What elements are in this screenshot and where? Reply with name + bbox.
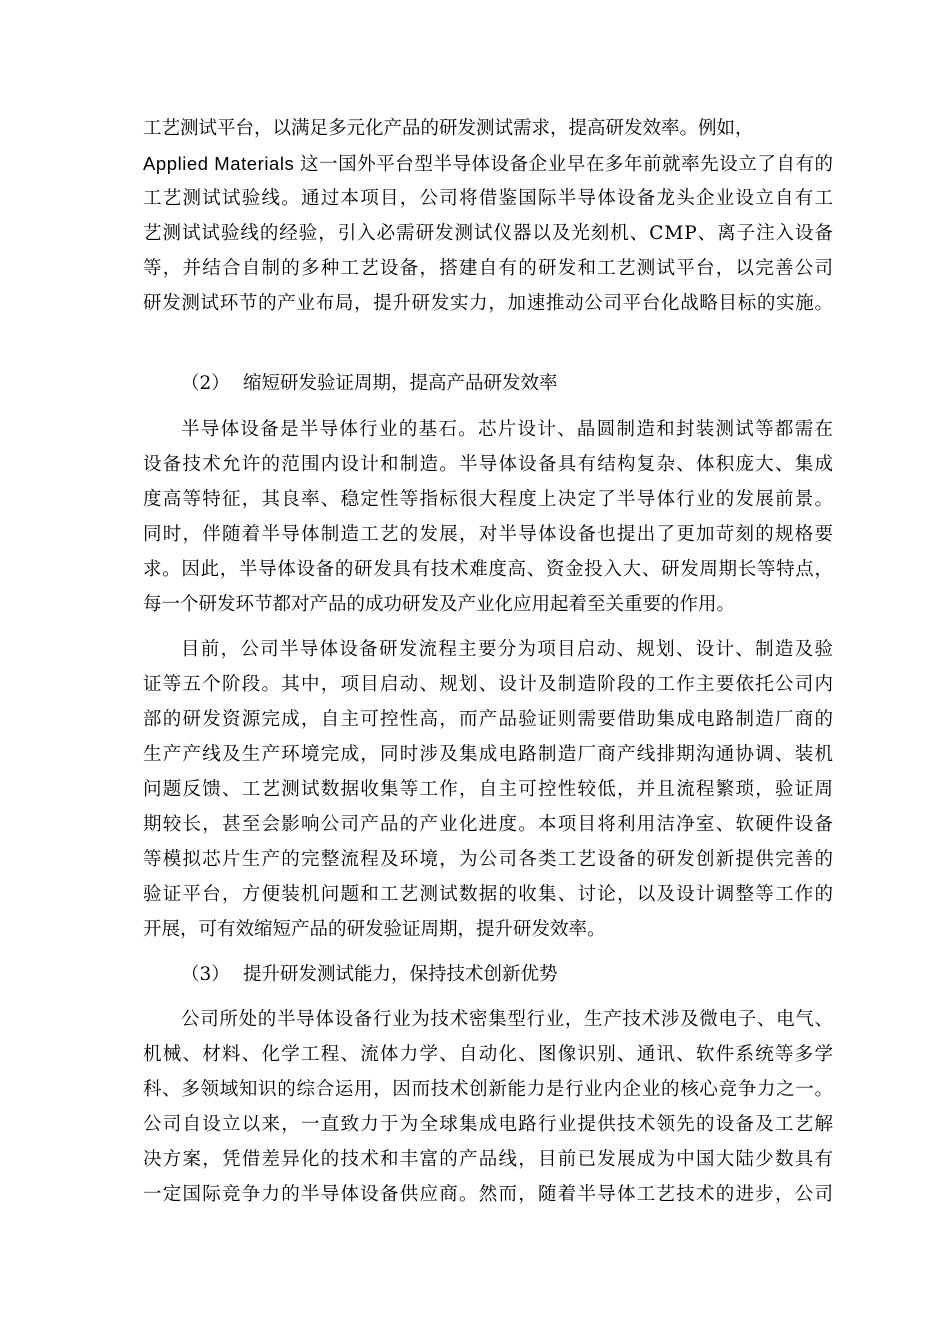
paragraph-line: 设备技术允许的范围内设计和制造。半导体设备具有结构复杂、体积庞大、集成	[143, 454, 835, 475]
paragraph-line: 部的研发资源完成，自主可控性高，而产品验证则需要借助集成电路制造厂商的	[143, 709, 835, 730]
paragraph-line: 同时，伴随着半导体制造工艺的发展，对半导体设备也提出了更加苛刻的规格要	[143, 524, 835, 545]
section-title: 缩短研发验证周期，提高产品研发效率	[243, 373, 558, 394]
section-number: （3）	[181, 964, 230, 985]
section-number: （2）	[181, 373, 230, 394]
paragraph-line: 开展，可有效缩短产品的研发验证周期，提升研发效率。	[143, 919, 606, 940]
paragraph-line: 等，并结合自制的多种工艺设备，搭建自有的研发和工艺测试平台，以完善公司	[143, 258, 835, 279]
paragraph-line: 期较长，甚至会影响公司产品的产业化进度。本项目将利用洁净室、软硬件设备	[143, 814, 835, 835]
paragraph-line: 一定国际竞争力的半导体设备供应商。然而，随着半导体工艺技术的进步，公司	[143, 1184, 835, 1205]
paragraph-line: 公司所处的半导体设备行业为技术密集型行业，生产技术涉及微电子、电气、	[181, 1009, 834, 1030]
paragraph-line: 决方案，凭借差异化的技术和丰富的产品线，目前已发展成为中国大陆少数具有	[143, 1149, 835, 1170]
paragraph-line: 验证平台，方便装机问题和工艺测试数据的收集、讨论，以及设计调整等工作的	[143, 884, 835, 905]
section-heading-2	[181, 372, 558, 396]
paragraph-line: 研发测试环节的产业布局，提升研发实力，加速推动公司平台化战略目标的实施。	[143, 293, 834, 314]
paragraph-line: 度高等特征，其良率、稳定性等指标很大程度上决定了半导体行业的发展前景。	[143, 489, 835, 510]
section-heading-3	[181, 963, 558, 987]
paragraph-line: Applied Materials 这一国外平台型半导体设备企业早在多年前就率先设立了自有的	[143, 153, 834, 174]
paragraph-line: 证等五个阶段。其中，项目启动、规划、设计及制造阶段的工作主要依托公司内	[143, 674, 835, 695]
paragraph-line: 机械、材料、化学工程、流体力学、自动化、图像识别、通讯、软件系统等多学	[143, 1044, 835, 1065]
paragraph-line: 等模拟芯片生产的完整流程及环境，为公司各类工艺设备的研发创新提供完善的	[143, 849, 835, 870]
section-title: 提升研发测试能力，保持技术创新优势	[243, 964, 558, 985]
paragraph-line: 问题反馈、工艺测试数据收集等工作，自主可控性较低，并且流程繁琐，验证周	[143, 779, 835, 800]
paragraph-line: 公司自设立以来，一直致力于为全球集成电路行业提供技术领先的设备及工艺解	[143, 1114, 835, 1135]
paragraph-line: 生产产线及生产环境完成，同时涉及集成电路制造厂商产线排期沟通协调、装机	[143, 744, 835, 765]
paragraph-line: 半导体设备是半导体行业的基石。芯片设计、晶圆制造和封装测试等都需在	[181, 419, 835, 440]
paragraph-line: 每一个研发环节都对产品的成功研发及产业化应用起着至关重要的作用。	[143, 594, 736, 615]
paragraph-line: 艺测试试验线的经验，引入必需研发测试仪器以及光刻机、CMP、离子注入设备	[143, 223, 834, 244]
paragraph-line: 科、多领域知识的综合运用，因而技术创新能力是行业内企业的核心竞争力之一。	[143, 1079, 834, 1100]
paragraph-line: 工艺测试试验线。通过本项目，公司将借鉴国际半导体设备龙头企业设立自有工	[143, 188, 835, 209]
paragraph-line: 目前，公司半导体设备研发流程主要分为项目启动、规划、设计、制造及验	[181, 639, 835, 660]
paragraph-line: 求。因此，半导体设备的研发具有技术难度高、资金投入大、研发周期长等特点，	[143, 559, 834, 580]
paragraph-line: 工艺测试平台，以满足多元化产品的研发测试需求，提高研发效率。例如，	[143, 118, 754, 139]
